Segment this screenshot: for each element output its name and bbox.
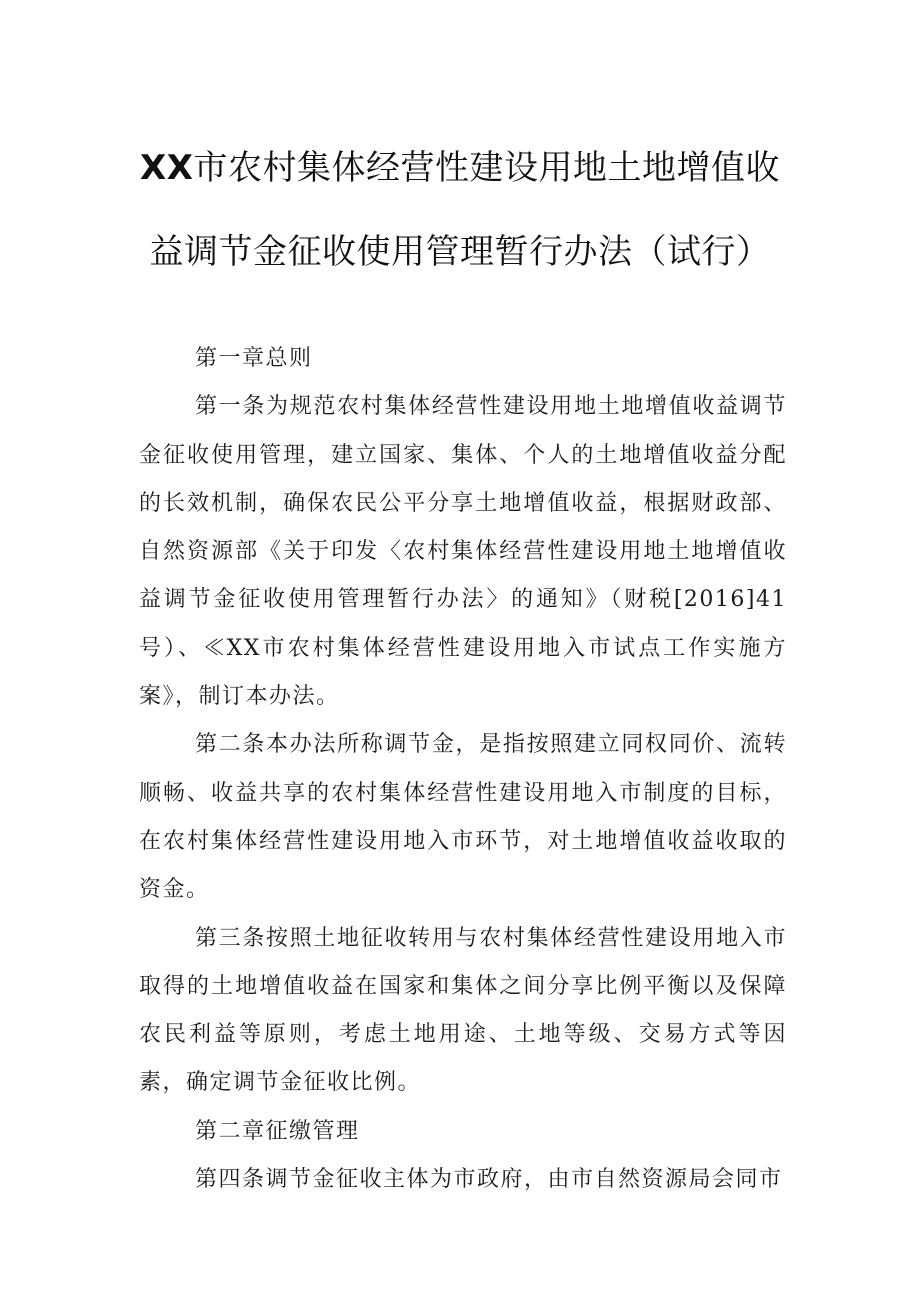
chapter-heading-1: 第一章总则 — [195, 346, 313, 371]
title-line-1-text: 市农村集体经营性建设用地土地增值收 — [193, 148, 780, 188]
article-3: 第三条按照土地征收转用与农村集体经营性建设用地入市取得的土地增值收益在国家和集体之间分享比例平衡以及保障农民利益等原则，考虑土地用途、土地等级、交易方式等因素，确定调节金征收比例。 — [139, 925, 787, 1096]
chapter-heading-2: 第二章征缴管理 — [195, 1118, 360, 1144]
article-4: 第四条调节金征收主体为市政府，由市自然资源局会同市 — [195, 1167, 783, 1193]
document-title-line-2: 益调节金征收使用管理暂行办法（试行） — [149, 232, 771, 272]
title-prefix: XX — [140, 148, 194, 188]
document-body — [139, 335, 787, 1204]
article-2: 第二条本办法所称调节金，是指按照建立同权同价、流转顺畅、收益共享的农村集体经营性建设用地入市制度的目标，在农村集体经营性建设用地入市环节，对土地增值收益收取的资金。 — [139, 732, 787, 903]
document-title-line-1 — [120, 140, 800, 189]
article-1: 第一条为规范农村集体经营性建设用地土地增值收益调节金征收使用管理，建立国家、集体、个人的土地增值收益分配的长效机制，确保农民公平分享土地增值收益，根据财政部、自然资源部《关于印发〈农村集体经营性建设用地土地增值收益调节金征收使用管理暂行办法〉的通知》（财税[2016]41号）、≪XX市农村集体经营性建设用地入市试点工作实施方案》，制订本办法。 — [139, 394, 787, 710]
